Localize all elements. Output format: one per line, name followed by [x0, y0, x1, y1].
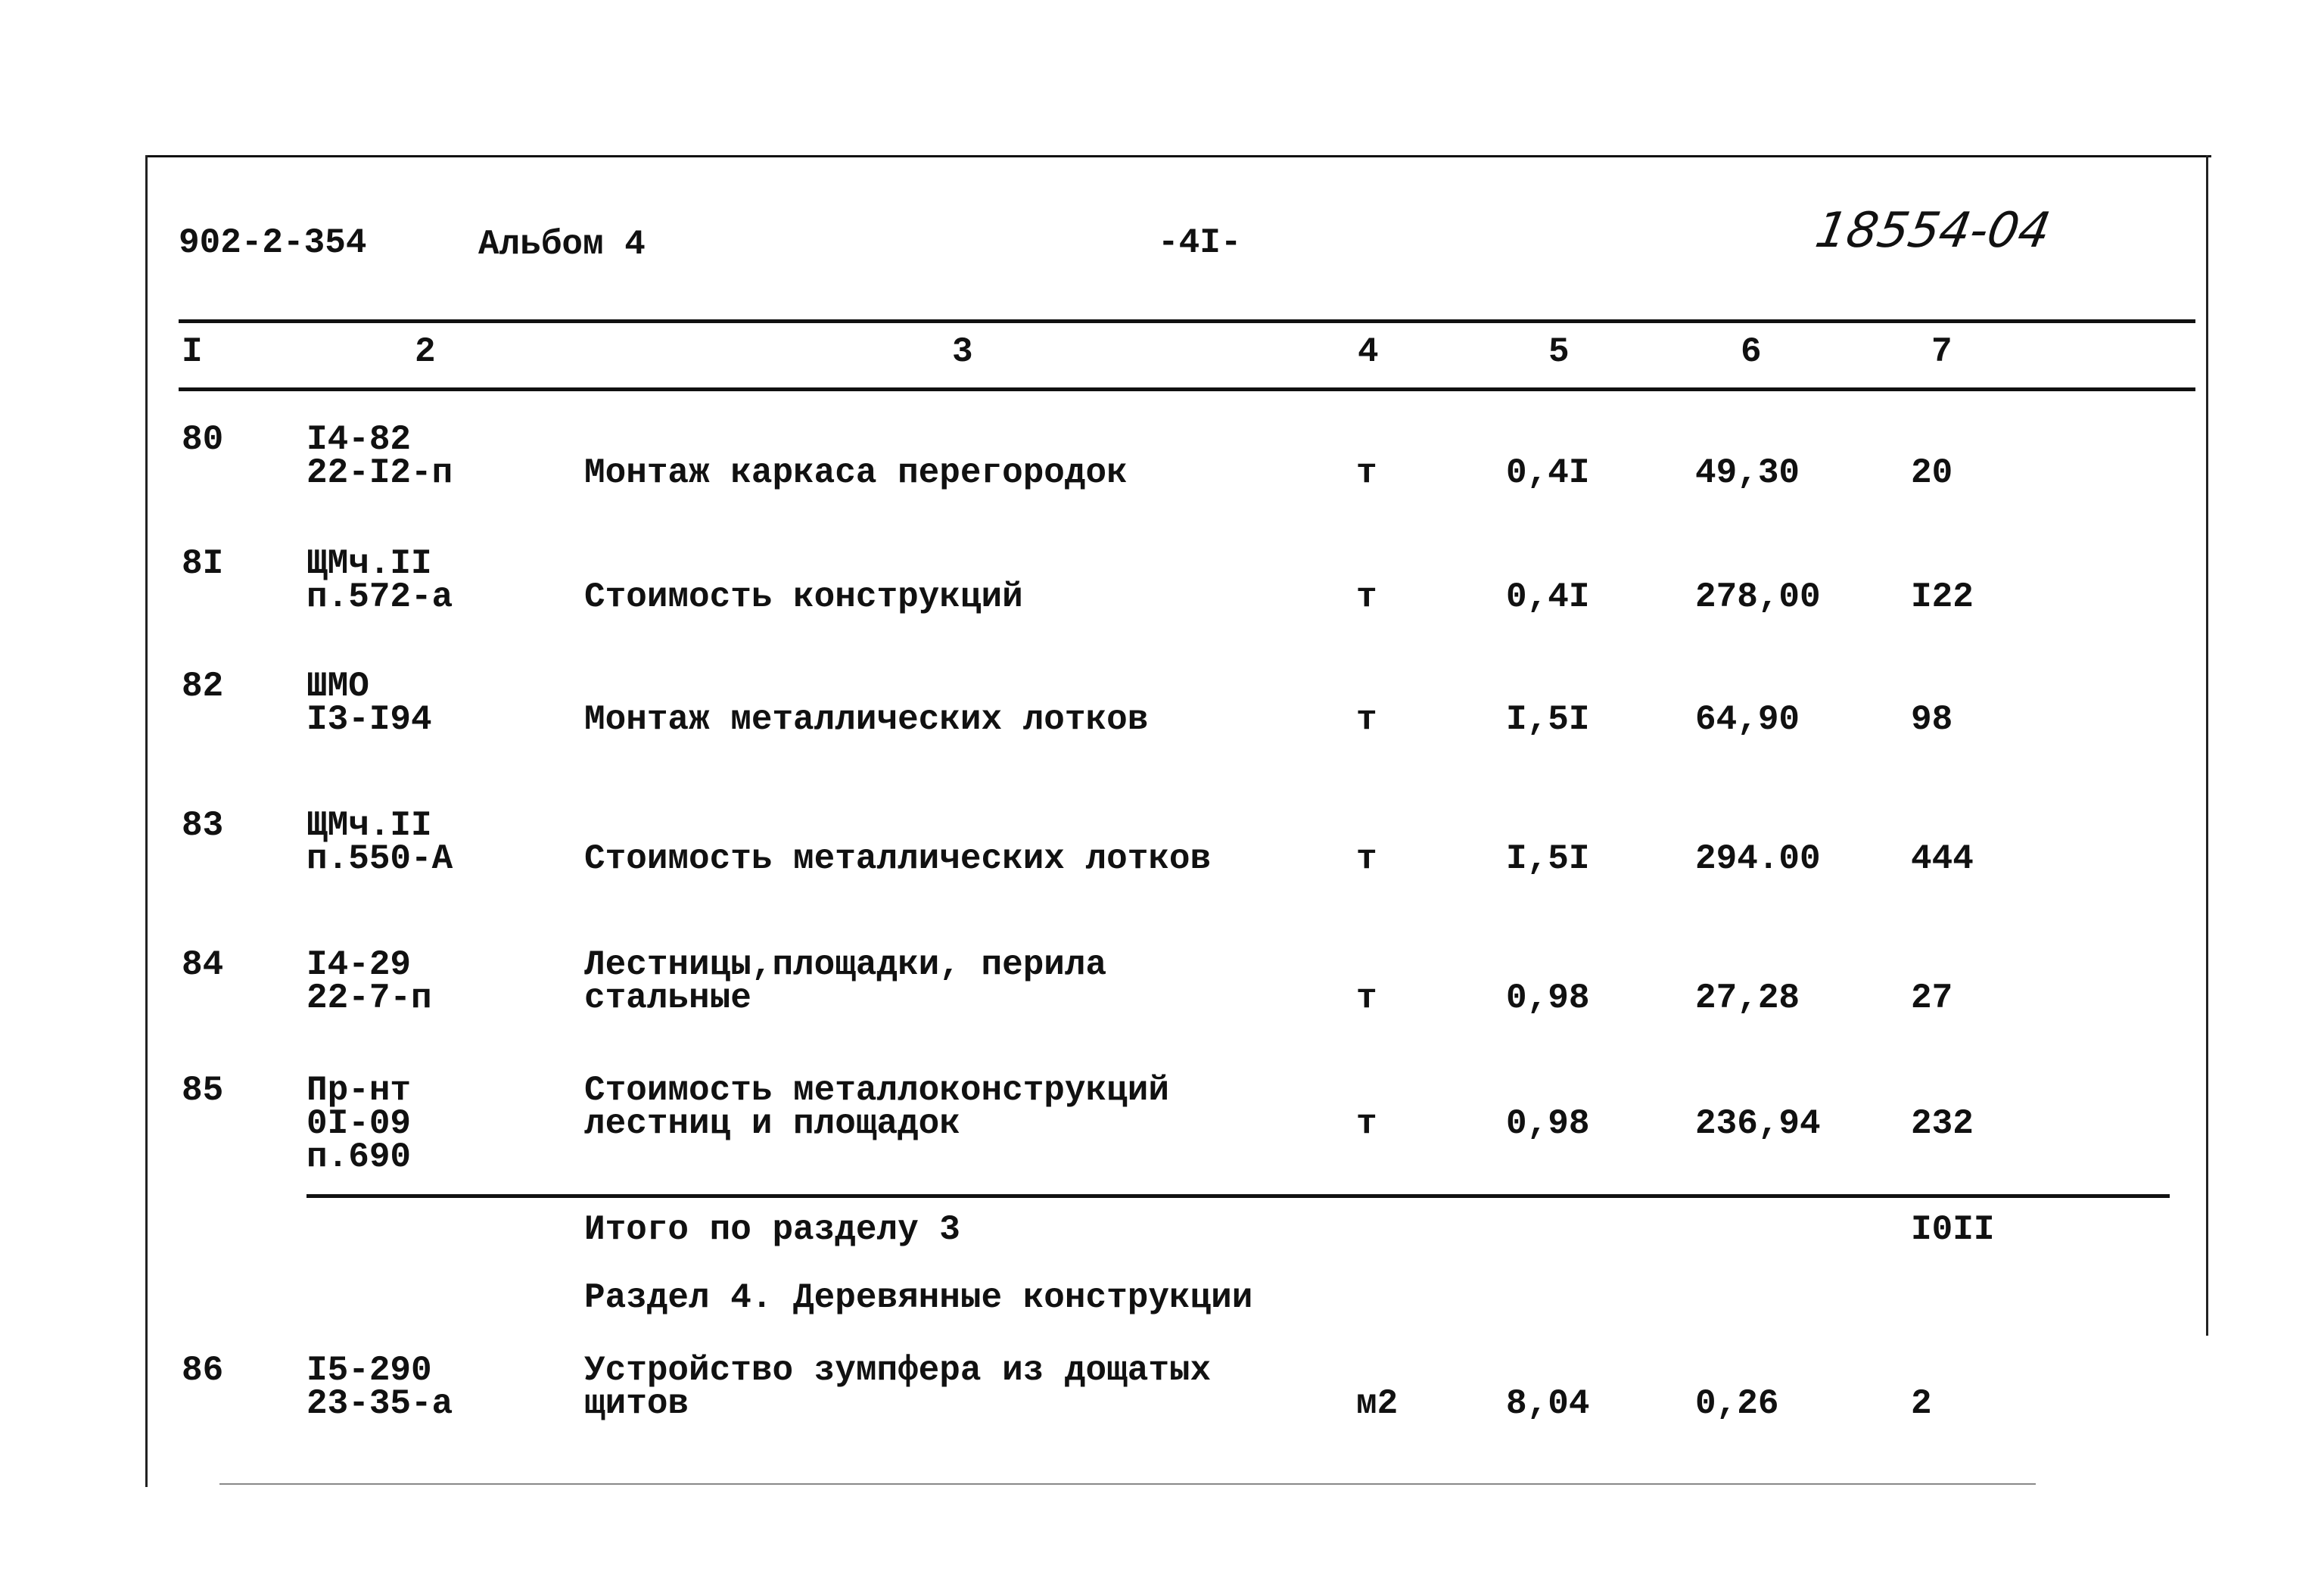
row-description: Монтаж металлических лотков [584, 700, 1149, 739]
row-description: стальные [584, 978, 751, 1018]
row-code: 22-I2-п [306, 453, 453, 493]
row-code: п.572-а [306, 577, 453, 617]
col-header-5: 5 [1548, 332, 1570, 372]
row-code: п.690 [306, 1137, 412, 1177]
row-code: 22-7-п [306, 978, 432, 1018]
frame-bottom-border [219, 1483, 2036, 1485]
frame-left-border [145, 155, 148, 1487]
col-header-7: 7 [1931, 332, 1953, 372]
row-code: ЩМч.II [306, 806, 432, 845]
doc-code: 902-2-354 [179, 223, 367, 263]
col-header-2: 2 [415, 332, 436, 372]
row-unit-price: 236,94 [1695, 1104, 1821, 1143]
row-number: 84 [182, 945, 224, 985]
subtotal-rule [306, 1194, 2170, 1198]
album-label: Альбом 4 [478, 225, 646, 264]
col-header-4: 4 [1358, 332, 1379, 372]
row-number: 83 [182, 806, 224, 845]
row-number: 80 [182, 420, 224, 459]
frame-top-border [145, 155, 2211, 157]
row-unit: т [1356, 978, 1377, 1018]
row-total: 20 [1911, 453, 1953, 493]
row-code: I3-I94 [306, 700, 432, 739]
row-quantity: 0,4I [1506, 577, 1590, 617]
row-quantity: I,5I [1506, 700, 1590, 739]
row-unit: т [1356, 577, 1377, 617]
row-description: Стоимость конструкций [584, 577, 1023, 617]
col-header-6: 6 [1741, 332, 1762, 372]
row-unit: м2 [1356, 1384, 1399, 1423]
row-quantity: 0,4I [1506, 453, 1590, 493]
row-number: 8I [182, 544, 224, 583]
row-description: Устройство зумпфера из дощатых [584, 1351, 1212, 1390]
header-rule-top [179, 319, 2195, 323]
row-unit: т [1356, 700, 1377, 739]
row-total: 444 [1911, 839, 1974, 879]
row-code: п.550-А [306, 839, 453, 879]
row-code: ЩМч.II [306, 544, 432, 583]
row-quantity: 8,04 [1506, 1384, 1590, 1423]
row-code: I4-82 [306, 420, 412, 459]
row-code: I4-29 [306, 945, 412, 985]
section-title: Раздел 4. Деревянные конструкции [584, 1278, 1253, 1318]
row-description: Монтаж каркаса перегородок [584, 453, 1128, 493]
row-description: щитов [584, 1384, 689, 1423]
row-unit: т [1356, 1104, 1377, 1143]
subtotal-label: Итого по разделу 3 [584, 1210, 960, 1249]
row-description: Стоимость металлоконструкций [584, 1071, 1169, 1110]
row-quantity: 0,98 [1506, 1104, 1590, 1143]
frame-right-border [2206, 155, 2208, 1336]
row-unit-price: 27,28 [1695, 978, 1800, 1018]
row-number: 86 [182, 1351, 224, 1390]
row-unit-price: 294.00 [1695, 839, 1821, 879]
col-header-1: I [182, 332, 203, 372]
row-total: 232 [1911, 1104, 1974, 1143]
row-description: Стоимость металлических лотков [584, 839, 1212, 879]
row-description: Лестницы,площадки, перила [584, 945, 1107, 985]
row-unit: т [1356, 453, 1377, 493]
row-unit: т [1356, 839, 1377, 879]
row-total: 27 [1911, 978, 1953, 1018]
row-quantity: I,5I [1506, 839, 1590, 879]
row-unit-price: 0,26 [1695, 1384, 1779, 1423]
row-code: I5-290 [306, 1351, 432, 1390]
subtotal-value: I0II [1911, 1210, 1995, 1249]
row-number: 85 [182, 1071, 224, 1110]
header-rule-bottom [179, 387, 2195, 391]
row-description: лестниц и площадок [584, 1104, 960, 1143]
row-total: I22 [1911, 577, 1974, 617]
col-header-3: 3 [952, 332, 973, 372]
row-quantity: 0,98 [1506, 978, 1590, 1018]
row-unit-price: 278,00 [1695, 577, 1821, 617]
row-code: 0I-09 [306, 1104, 412, 1143]
handwritten-stamp: 18554-04 [1811, 203, 2055, 259]
row-code: Пр-нт [306, 1071, 412, 1110]
row-code: ШМО [306, 667, 369, 706]
row-code: 23-35-а [306, 1384, 453, 1423]
row-number: 82 [182, 667, 224, 706]
row-unit-price: 49,30 [1695, 453, 1800, 493]
row-total: 98 [1911, 700, 1953, 739]
row-unit-price: 64,90 [1695, 700, 1800, 739]
row-total: 2 [1911, 1384, 1932, 1423]
page-number: -4I- [1158, 223, 1242, 263]
